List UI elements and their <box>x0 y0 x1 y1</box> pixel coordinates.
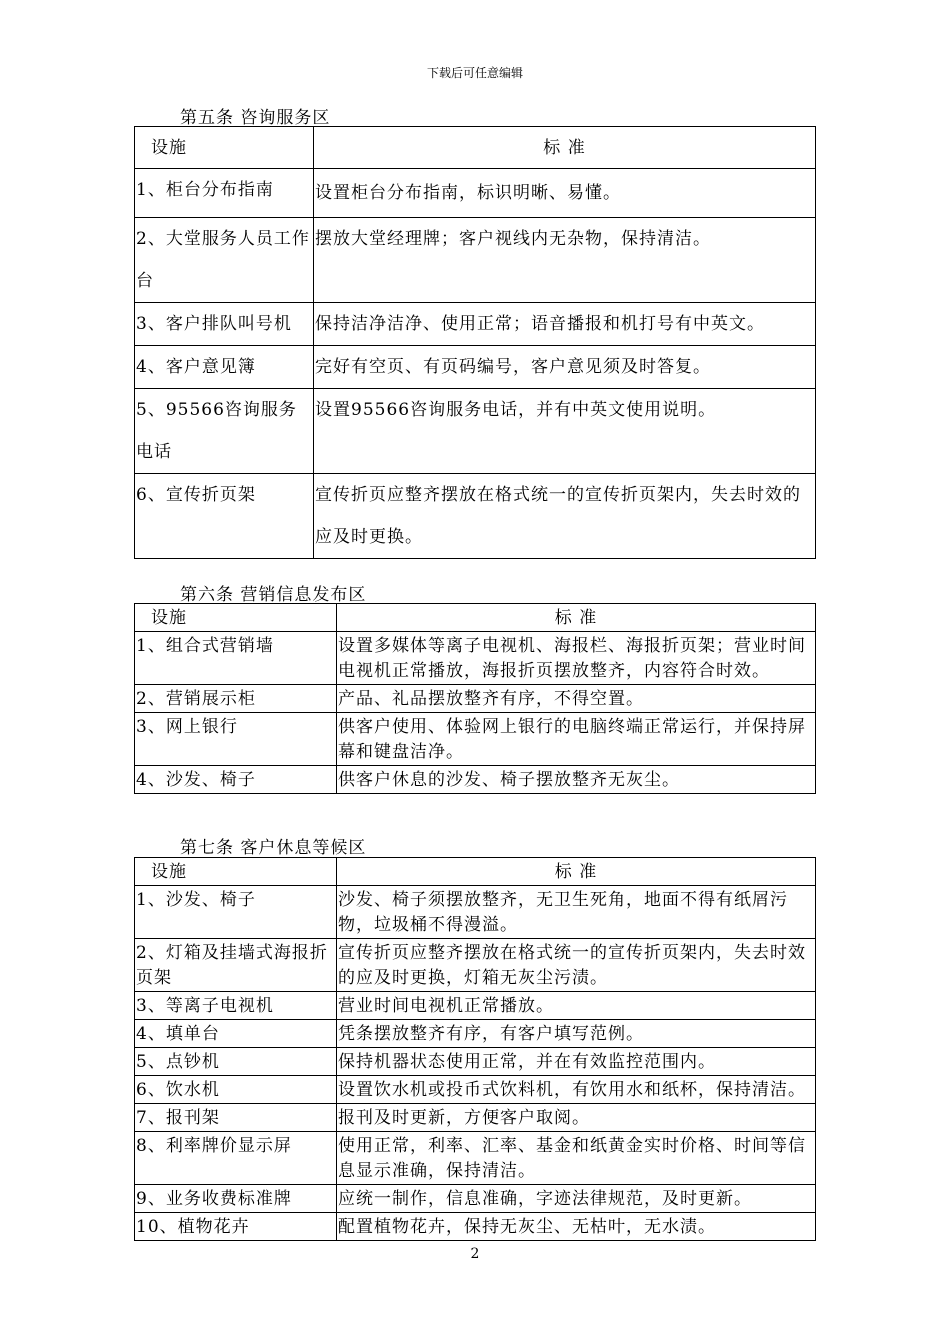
table-row <box>135 713 816 766</box>
table-section-6 <box>134 603 816 794</box>
facility-cell: 6、宣传折页架 <box>135 474 314 559</box>
table-header-row <box>135 127 816 169</box>
table-row <box>135 632 816 685</box>
standard-cell: 保持机器状态使用正常，并在有效监控范围内。 <box>337 1048 816 1076</box>
section-title-6: 第六条 营销信息发布区 <box>180 585 367 605</box>
table-row <box>135 685 816 713</box>
table-section-5 <box>134 126 816 559</box>
standard-cell: 供客户休息的沙发、椅子摆放整齐无灰尘。 <box>337 766 816 794</box>
standard-cell: 设置饮水机或投币式饮料机，有饮用水和纸杯，保持清洁。 <box>337 1076 816 1104</box>
table-row <box>135 346 816 389</box>
standard-cell: 摆放大堂经理牌；客户视线内无杂物，保持清洁。 <box>314 218 816 303</box>
table-row <box>135 1020 816 1048</box>
table-header-row <box>135 604 816 632</box>
section-title-5: 第五条 咨询服务区 <box>180 108 331 128</box>
facility-cell: 5、点钞机 <box>135 1048 337 1076</box>
facility-cell: 1、沙发、椅子 <box>135 886 337 939</box>
standard-cell: 完好有空页、有页码编号，客户意见须及时答复。 <box>314 346 816 389</box>
table-row <box>135 939 816 992</box>
facility-cell: 8、利率牌价显示屏 <box>135 1132 337 1185</box>
col-header-standard: 标 准 <box>314 127 816 169</box>
standard-cell: 营业时间电视机正常播放。 <box>337 992 816 1020</box>
table-header-row <box>135 858 816 886</box>
table-row <box>135 1076 816 1104</box>
table-row <box>135 992 816 1020</box>
facility-cell: 4、填单台 <box>135 1020 337 1048</box>
facility-cell: 4、客户意见簿 <box>135 346 314 389</box>
standard-cell: 配置植物花卉，保持无灰尘、无枯叶，无水渍。 <box>337 1213 816 1241</box>
standard-cell: 设置95566咨询服务电话，并有中英文使用说明。 <box>314 389 816 474</box>
facility-cell: 9、业务收费标准牌 <box>135 1185 337 1213</box>
col-header-facility: 设施 <box>135 127 314 169</box>
table-row <box>135 303 816 346</box>
facility-cell: 6、饮水机 <box>135 1076 337 1104</box>
col-header-facility: 设施 <box>135 604 337 632</box>
table-row <box>135 1104 816 1132</box>
standard-cell: 使用正常，利率、汇率、基金和纸黄金实时价格、时间等信息显示准确，保持清洁。 <box>337 1132 816 1185</box>
table-section-7 <box>134 857 816 1241</box>
col-header-standard: 标 准 <box>337 604 816 632</box>
table-row <box>135 169 816 218</box>
standard-cell: 设置多媒体等离子电视机、海报栏、海报折页架；营业时间电视机正常播放，海报折页摆放整齐，内容符合时效。 <box>337 632 816 685</box>
table-row <box>135 474 816 559</box>
standard-cell: 报刊及时更新，方便客户取阅。 <box>337 1104 816 1132</box>
facility-cell: 2、灯箱及挂墙式海报折页架 <box>135 939 337 992</box>
table-row <box>135 389 816 474</box>
section-title-7: 第七条 客户休息等候区 <box>180 838 367 858</box>
table-row <box>135 1185 816 1213</box>
table-row <box>135 1048 816 1076</box>
facility-cell: 4、沙发、椅子 <box>135 766 337 794</box>
standard-cell: 保持洁净洁净、使用正常；语音播报和机打号有中英文。 <box>314 303 816 346</box>
table-row <box>135 218 816 303</box>
facility-cell: 2、营销展示柜 <box>135 685 337 713</box>
page-number: 2 <box>470 1246 480 1262</box>
standard-cell: 宣传折页应整齐摆放在格式统一的宣传折页架内，失去时效的应及时更换，灯箱无灰尘污渍。 <box>337 939 816 992</box>
standard-cell: 凭条摆放整齐有序，有客户填写范例。 <box>337 1020 816 1048</box>
col-header-standard: 标 准 <box>337 858 816 886</box>
facility-cell: 3、客户排队叫号机 <box>135 303 314 346</box>
standard-cell: 应统一制作，信息准确，字迹法律规范，及时更新。 <box>337 1185 816 1213</box>
facility-cell: 2、大堂服务人员工作台 <box>135 218 314 303</box>
standard-cell: 宣传折页应整齐摆放在格式统一的宣传折页架内，失去时效的应及时更换。 <box>314 474 816 559</box>
page-header-note: 下载后可任意编辑 <box>426 66 523 80</box>
facility-cell: 3、等离子电视机 <box>135 992 337 1020</box>
standard-cell: 产品、礼品摆放整齐有序，不得空置。 <box>337 685 816 713</box>
facility-cell: 10、植物花卉 <box>135 1213 337 1241</box>
facility-cell: 7、报刊架 <box>135 1104 337 1132</box>
standard-cell: 沙发、椅子须摆放整齐，无卫生死角，地面不得有纸屑污物，垃圾桶不得漫溢。 <box>337 886 816 939</box>
facility-cell: 5、95566咨询服务电话 <box>135 389 314 474</box>
facility-cell: 3、网上银行 <box>135 713 337 766</box>
table-row <box>135 1132 816 1185</box>
facility-cell: 1、柜台分布指南 <box>135 169 314 218</box>
standard-cell: 供客户使用、体验网上银行的电脑终端正常运行，并保持屏幕和键盘洁净。 <box>337 713 816 766</box>
table-row <box>135 766 816 794</box>
col-header-facility: 设施 <box>135 858 337 886</box>
facility-cell: 1、组合式营销墙 <box>135 632 337 685</box>
table-row <box>135 886 816 939</box>
standard-cell: 设置柜台分布指南，标识明晰、易懂。 <box>314 169 816 218</box>
table-row <box>135 1213 816 1241</box>
